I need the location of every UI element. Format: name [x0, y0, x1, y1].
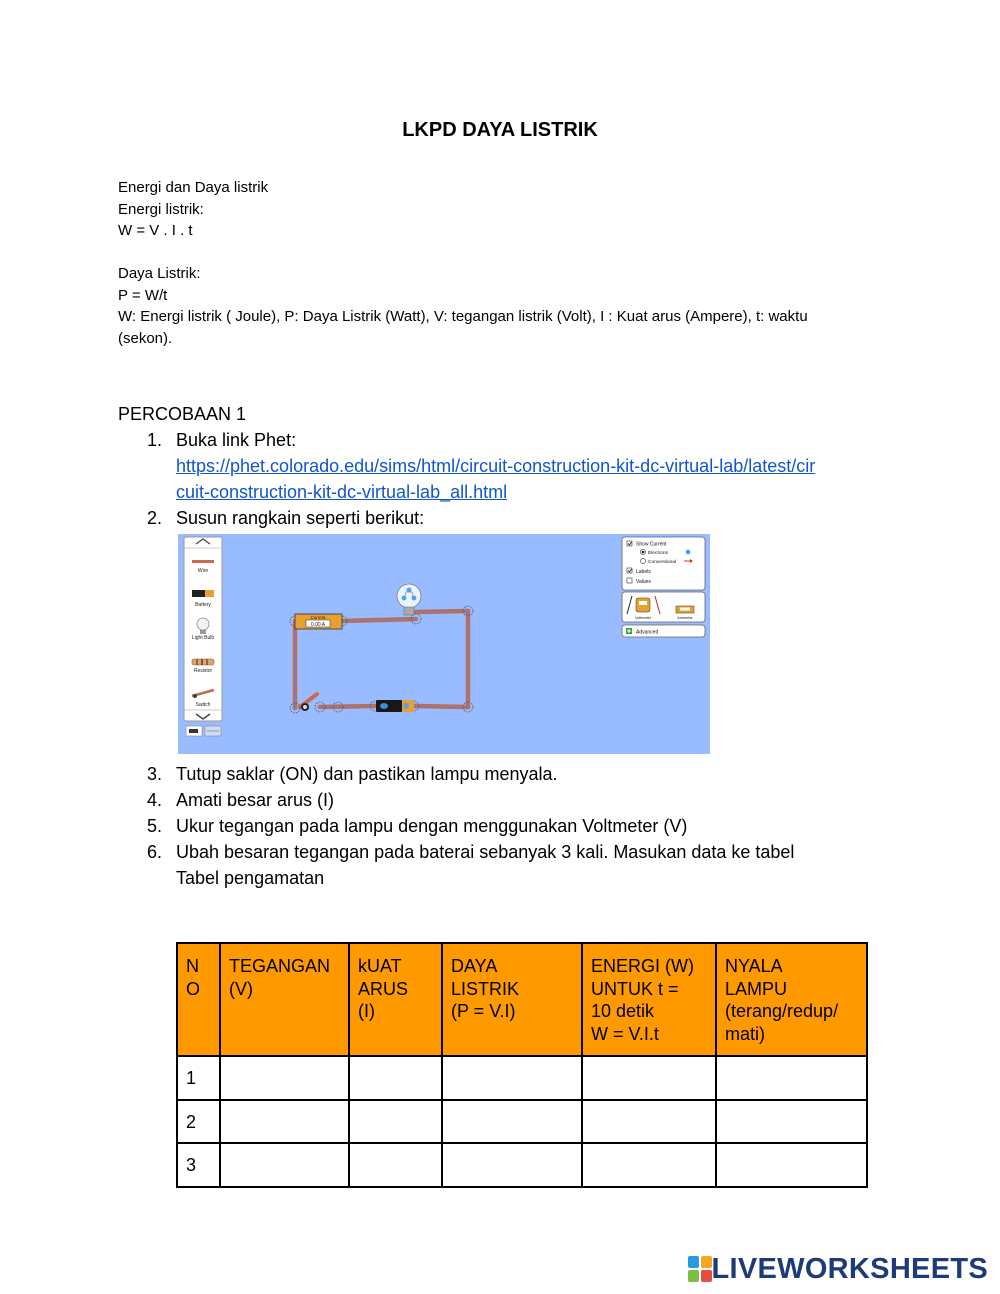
option-label: Conventional	[648, 560, 677, 565]
cell-lamp[interactable]	[716, 1100, 867, 1144]
page-title: LKPD DAYA LISTRIK	[402, 119, 598, 141]
advanced-label: Advanced	[636, 629, 659, 636]
toolbox-label: Battery	[195, 602, 211, 608]
table-row	[177, 1100, 867, 1144]
list-item	[118, 839, 794, 891]
logo-text: LIVEWORKSHEETS	[711, 1252, 988, 1285]
tool-label: Voltmeter	[634, 616, 652, 620]
light-bulb-icon	[197, 618, 209, 630]
list-item	[118, 787, 794, 813]
section-title: PERCOBAAN 1	[118, 404, 247, 424]
logo-icon	[688, 1256, 712, 1282]
ammeter-value: 0.00 A	[310, 622, 326, 628]
circuit-battery	[376, 700, 402, 712]
step-number: 6.	[147, 842, 163, 862]
phet-link[interactable]: https://phet.colorado.edu/sims/html/circuit-construction-kit-dc-virtual-lab/latest/cir	[176, 456, 816, 476]
table-row	[177, 1056, 867, 1100]
step-number: 5.	[147, 816, 163, 836]
battery-icon	[192, 590, 205, 597]
cell-current[interactable]	[349, 1143, 442, 1187]
tool-label: Ammeter	[677, 616, 693, 620]
formula-power: P = W/t	[118, 286, 168, 304]
header-current: kUAT ARUS (I)	[349, 943, 442, 1056]
step-text-cont: Tabel pengamatan	[176, 868, 325, 888]
steps-list-b	[118, 761, 794, 891]
header-power: DAYA LISTRIK (P = V.I)	[442, 943, 582, 1056]
header-voltage: TEGANGAN (V)	[220, 943, 349, 1056]
step-number: 4.	[147, 790, 163, 810]
phet-link-cont[interactable]: cuit-construction-kit-dc-virtual-lab_all.html	[176, 482, 508, 502]
toolbox-label: Light Bulb	[191, 635, 215, 641]
formula-energy: W = V . I . t	[118, 222, 193, 239]
cell-current[interactable]	[349, 1100, 442, 1144]
step-text: Susun rangkain seperti berikut:	[176, 508, 425, 528]
intro-line: Daya Listrik:	[118, 265, 201, 282]
cell-energy[interactable]	[582, 1143, 716, 1187]
step-number: 3.	[147, 764, 163, 784]
step-text: Tutup saklar (ON) dan pastikan lampu menyala.	[176, 764, 558, 784]
step-text: Ukur tegangan pada lampu dengan menggunakan Voltmeter (V)	[176, 816, 688, 836]
table-row	[177, 1143, 867, 1187]
row-number: 1	[177, 1056, 220, 1100]
toolbox-label: Switch	[195, 702, 211, 708]
legend-line: (sekon).	[118, 329, 173, 347]
intro-line: Energi dan Daya listrik	[118, 179, 269, 196]
row-number: 3	[177, 1143, 220, 1187]
circuit-simulation-image	[178, 534, 710, 754]
cell-lamp[interactable]	[716, 1056, 867, 1100]
option-label: Show Current	[636, 541, 667, 548]
step-number: 2.	[147, 508, 163, 528]
cell-power[interactable]	[442, 1100, 582, 1144]
intro-block	[118, 177, 808, 349]
legend-line: W: Energi listrik ( Joule), P: Daya Listrik (Watt), V: tegangan listrik (Volt), I : Kuat arus (Ampere), t: waktu	[118, 308, 808, 325]
cell-voltage[interactable]	[220, 1056, 349, 1100]
step-text: Ubah besaran tegangan pada baterai sebanyak 3 kali. Masukan data ke tabel	[176, 842, 795, 862]
table-header-row	[177, 943, 867, 1056]
circuit-light-bulb	[397, 584, 421, 608]
list-item	[118, 761, 794, 787]
cell-voltage[interactable]	[220, 1100, 349, 1144]
option-label: Values	[636, 579, 651, 585]
cell-voltage[interactable]	[220, 1143, 349, 1187]
cell-lamp[interactable]	[716, 1143, 867, 1187]
intro-line: Energi listrik:	[118, 200, 204, 218]
option-label: Labels	[636, 569, 651, 575]
option-label: Electrons	[648, 551, 668, 556]
list-item	[118, 427, 815, 505]
cell-energy[interactable]	[582, 1100, 716, 1144]
list-item	[118, 813, 794, 839]
list-item	[118, 505, 815, 531]
step-text: Amati besar arus (I)	[176, 790, 335, 810]
header-lamp: NYALA LAMPU (terang/redup/ mati)	[716, 943, 867, 1056]
cell-power[interactable]	[442, 1056, 582, 1100]
toolbox-label: Resistor	[193, 668, 213, 674]
row-number: 2	[177, 1100, 220, 1144]
header-no: N O	[177, 943, 220, 1056]
liveworksheets-logo[interactable]	[688, 1254, 989, 1284]
header-energy: ENERGI (W) UNTUK t = 10 detik W = V.I.t	[582, 943, 716, 1056]
toolbox-label: Wire	[197, 568, 209, 574]
steps-list-a	[118, 427, 815, 531]
cell-energy[interactable]	[582, 1056, 716, 1100]
wire-icon	[192, 560, 214, 563]
cell-current[interactable]	[349, 1056, 442, 1100]
cell-power[interactable]	[442, 1143, 582, 1187]
observation-table	[176, 942, 868, 1188]
step-text: Buka link Phet:	[176, 430, 297, 450]
ammeter-label: Current	[310, 615, 326, 620]
resistor-icon	[192, 659, 214, 665]
step-number: 1.	[147, 430, 163, 450]
